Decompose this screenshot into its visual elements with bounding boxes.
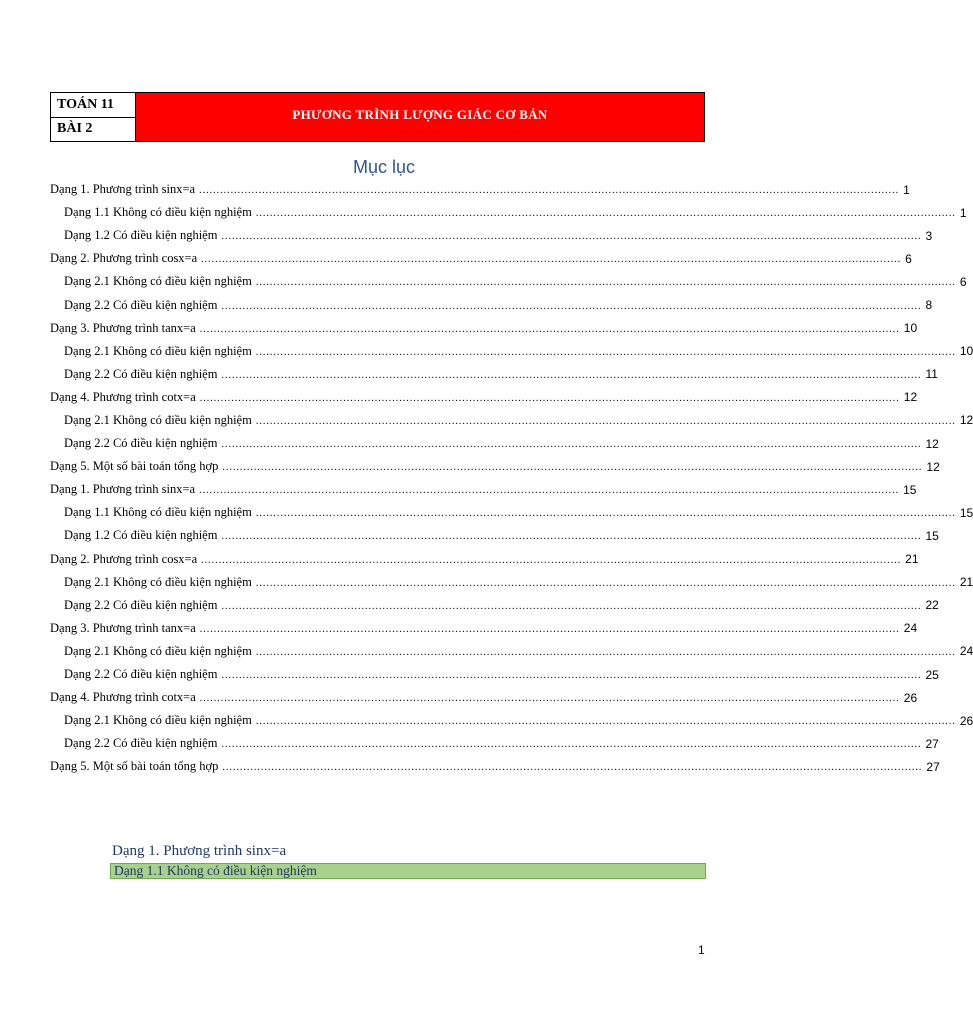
toc-entry[interactable] (50, 571, 973, 594)
toc-entry[interactable] (50, 432, 939, 455)
document-title: PHƯƠNG TRÌNH LƯỢNG GIÁC CƠ BẢN (136, 93, 704, 141)
table-of-contents (50, 178, 973, 778)
document-header (50, 92, 705, 142)
toc-entry[interactable] (50, 386, 918, 409)
lesson-label: BÀI 2 (57, 121, 93, 137)
toc-entry-page: 21 (959, 575, 973, 590)
toc-entry-page: 22 (925, 598, 939, 613)
toc-leader-dots: ........................................................................................................................................................................................................ (221, 439, 922, 451)
toc-entry-page: 27 (925, 736, 939, 751)
subject-label: TOÁN 11 (51, 93, 135, 118)
toc-leader-dots: ........................................................................................................................................................................................................ (222, 762, 923, 774)
toc-entry-label: Dạng 2.2 Có điều kiện nghiệm (64, 366, 218, 381)
toc-entry-label: Dạng 2.2 Có điều kiện nghiệm (64, 297, 218, 312)
toc-entry[interactable] (50, 755, 940, 778)
toc-entry[interactable] (50, 548, 919, 571)
toc-entry[interactable] (50, 455, 940, 478)
toc-entry-page: 24 (903, 621, 918, 636)
toc-leader-dots: ........................................................................................................................................................................................................ (201, 254, 902, 266)
toc-leader-dots: ........................................................................................................................................................................................................ (199, 323, 900, 335)
toc-entry-page: 8 (925, 298, 933, 313)
toc-entry-label: Dạng 2. Phương trình cosx=a (50, 551, 198, 566)
toc-entry-label: Dạng 2.1 Không có điều kiện nghiệm (64, 713, 252, 728)
toc-entry-label: Dạng 3. Phương trình tanx=a (50, 320, 196, 335)
toc-entry-label: Dạng 3. Phương trình tanx=a (50, 620, 196, 635)
toc-entry-page: 12 (926, 459, 940, 474)
toc-entry-label: Dạng 1. Phương trình sinx=a (50, 182, 196, 197)
toc-entry[interactable] (50, 363, 938, 386)
toc-entry[interactable] (50, 478, 917, 501)
toc-leader-dots: ........................................................................................................................................................................................................ (221, 531, 922, 543)
toc-entry[interactable] (50, 732, 939, 755)
toc-entry[interactable] (50, 594, 939, 617)
toc-title: Mục lục (352, 157, 415, 177)
toc-entry-page: 27 (926, 759, 940, 774)
toc-entry-page: 26 (903, 690, 918, 705)
toc-entry-label: Dạng 1.2 Có điều kiện nghiệm (64, 228, 218, 243)
toc-leader-dots: ........................................................................................................................................................................................................ (255, 277, 956, 289)
toc-entry-page: 26 (959, 713, 973, 728)
toc-entry[interactable] (50, 293, 933, 316)
toc-entry-page: 12 (925, 436, 939, 451)
toc-entry-page: 1 (959, 205, 967, 220)
toc-entry-page: 10 (959, 344, 973, 359)
toc-entry[interactable] (50, 247, 912, 270)
toc-entry-page: 11 (925, 367, 938, 382)
toc-entry-label: Dạng 2.2 Có điều kiện nghiệm (64, 597, 218, 612)
toc-leader-dots: ........................................................................................................................................................................................................ (221, 670, 922, 682)
toc-entry-page: 15 (959, 505, 973, 520)
toc-entry-page: 6 (959, 274, 967, 289)
toc-entry-label: Dạng 2.2 Có điều kiện nghiệm (64, 736, 218, 751)
toc-leader-dots: ........................................................................................................................................................................................................ (221, 300, 922, 312)
toc-entry-label: Dạng 2.2 Có điều kiện nghiệm (64, 436, 218, 451)
toc-leader-dots: ........................................................................................................................................................................................................ (199, 623, 900, 635)
toc-entry[interactable] (50, 709, 973, 732)
toc-leader-dots: ........................................................................................................................................................................................................ (255, 208, 956, 220)
toc-leader-dots: ........................................................................................................................................................................................................ (221, 231, 922, 243)
toc-entry-label: Dạng 4. Phương trình cotx=a (50, 690, 196, 705)
toc-entry[interactable] (50, 686, 918, 709)
toc-leader-dots: ........................................................................................................................................................................................................ (221, 369, 922, 381)
toc-entry[interactable] (50, 409, 973, 432)
toc-leader-dots: ........................................................................................................................................................................................................ (255, 346, 956, 358)
toc-entry-page: 10 (903, 321, 918, 336)
header-left-column (51, 93, 136, 141)
toc-entry-label: Dạng 1.1 Không có điều kiện nghiệm (64, 205, 252, 220)
toc-entry[interactable] (50, 524, 939, 547)
toc-leader-dots: ........................................................................................................................................................................................................ (255, 508, 956, 520)
toc-entry-label: Dạng 2.1 Không có điều kiện nghiệm (64, 574, 252, 589)
toc-entry-label: Dạng 2. Phương trình cosx=a (50, 251, 198, 266)
toc-entry[interactable] (50, 317, 918, 340)
toc-entry-page: 21 (905, 552, 919, 567)
toc-leader-dots: ........................................................................................................................................................................................................ (201, 554, 902, 566)
section-heading-2: Dạng 1.1 Không có điều kiện nghiệm (110, 863, 706, 879)
toc-leader-dots: ........................................................................................................................................................................................................ (199, 392, 900, 404)
toc-entry-label: Dạng 2.1 Không có điều kiện nghiệm (64, 412, 252, 427)
toc-leader-dots: ........................................................................................................................................................................................................ (255, 646, 956, 658)
toc-entry-label: Dạng 4. Phương trình cotx=a (50, 389, 196, 404)
toc-entry[interactable] (50, 617, 918, 640)
toc-leader-dots: ........................................................................................................................................................................................................ (255, 415, 956, 427)
toc-leader-dots: ........................................................................................................................................................................................................ (221, 739, 922, 751)
toc-entry[interactable] (50, 224, 933, 247)
toc-entry-page: 1 (903, 182, 910, 197)
toc-leader-dots: ........................................................................................................................................................................................................ (222, 462, 923, 474)
toc-entry[interactable] (50, 270, 967, 293)
toc-entry-page: 15 (925, 528, 939, 543)
toc-entry-label: Dạng 2.1 Không có điều kiện nghiệm (64, 274, 252, 289)
toc-entry-label: Dạng 5. Một số bài toán tổng hợp (50, 759, 219, 774)
toc-entry-label: Dạng 1. Phương trình sinx=a (50, 482, 196, 497)
toc-entry-page: 12 (959, 413, 973, 428)
toc-entry[interactable] (50, 201, 967, 224)
toc-entry[interactable] (50, 178, 910, 201)
toc-leader-dots: ........................................................................................................................................................................................................ (255, 577, 956, 589)
toc-entry[interactable] (50, 340, 973, 363)
toc-entry-label: Dạng 5. Một số bài toán tổng hợp (50, 459, 219, 474)
toc-entry-page: 3 (925, 228, 933, 243)
toc-leader-dots: ........................................................................................................................................................................................................ (199, 693, 900, 705)
toc-entry-page: 15 (903, 482, 917, 497)
toc-entry-page: 25 (925, 667, 939, 682)
toc-leader-dots: ........................................................................................................................................................................................................ (199, 485, 900, 497)
toc-entry-label: Dạng 2.1 Không có điều kiện nghiệm (64, 343, 252, 358)
toc-entry-page: 6 (905, 251, 912, 266)
toc-entry-label: Dạng 1.1 Không có điều kiện nghiệm (64, 505, 252, 520)
page-number: 1 (698, 943, 705, 957)
toc-leader-dots: ........................................................................................................................................................................................................ (199, 185, 900, 197)
toc-entry[interactable] (50, 640, 973, 663)
toc-entry-label: Dạng 2.2 Có điều kiện nghiệm (64, 667, 218, 682)
toc-entry[interactable] (50, 663, 939, 686)
toc-entry-label: Dạng 2.1 Không có điều kiện nghiệm (64, 643, 252, 658)
toc-entry-label: Dạng 1.2 Có điều kiện nghiệm (64, 528, 218, 543)
section-heading-1: Dạng 1. Phương trình sinx=a (112, 843, 287, 859)
toc-leader-dots: ........................................................................................................................................................................................................ (221, 600, 922, 612)
toc-leader-dots: ........................................................................................................................................................................................................ (255, 716, 956, 728)
toc-entry-page: 24 (959, 644, 973, 659)
toc-entry-page: 12 (903, 390, 918, 405)
toc-entry[interactable] (50, 501, 973, 524)
